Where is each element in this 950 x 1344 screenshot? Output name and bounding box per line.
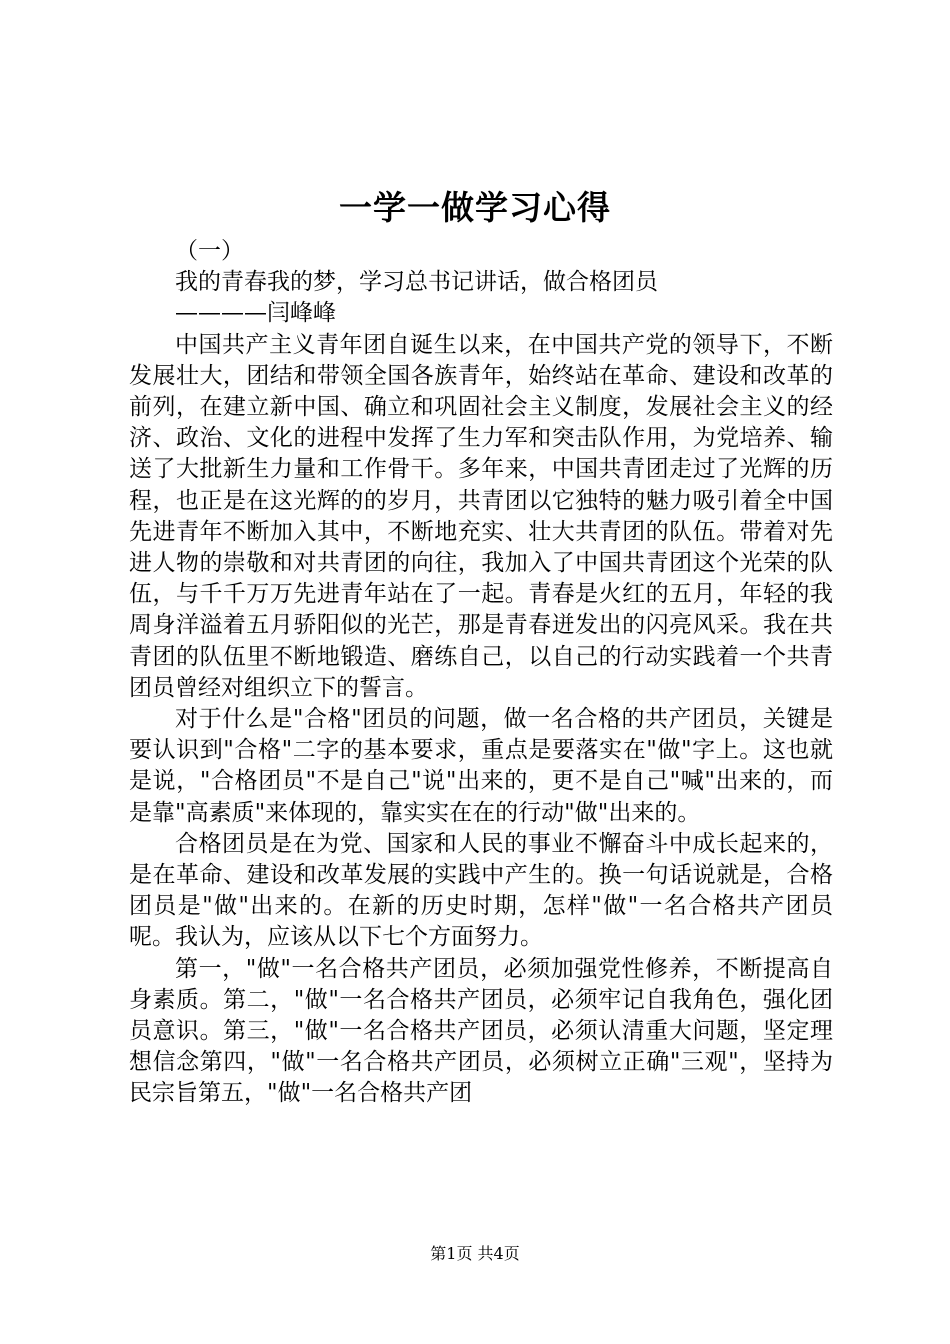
page-footer <box>0 1244 950 1264</box>
paragraph: 第一，"做"一名合格共产团员，必须加强党性修养，不断提高自身素质。第二，"做"一名合格共产团员，必须牢记自我角色，强化团员意识。第三，"做"一名合格共产团员，必须认清重大问题，坚定理想信念第四，"做"一名合格共产团员，必须树立正确"三观"，坚持为民宗旨第五，"做"一名合格共产团 <box>129 955 833 1107</box>
paragraph: 对于什么是"合格"团员的问题，做一名合格的共产团员，关键是要认识到"合格"二字的基本要求，重点是要落实在"做"字上。这也就是说，"合格团员"不是自己"说"出来的，更不是自己"喊"出来的，而是靠"高素质"来体现的，靠实实在在的行动"做"出来的。 <box>129 706 833 826</box>
subtitle: 我的青春我的梦，学习总书记讲话，做合格团员 <box>175 269 658 296</box>
document-title: 一学一做学习心得 <box>339 188 611 227</box>
author-line: ————闫峰峰 <box>175 300 336 327</box>
document-body <box>129 236 833 1110</box>
page-indicator: 第1页 共4页 <box>430 1244 520 1263</box>
paragraph: 合格团员是在为党、国家和人民的事业不懈奋斗中成长起来的，是在革命、建设和改革发展的实践中产生的。换一句话说就是，合格团员是"做"出来的。在新的历史时期，怎样"做"一名合格共产团员呢。我认为，应该从以下七个方面努力。 <box>129 830 833 951</box>
paragraph: 中国共产主义青年团自诞生以来，在中国共产党的领导下，不断发展壮大，团结和带领全国各族青年，始终站在革命、建设和改革的前列，在建立新中国、确立和巩固社会主义制度，发展社会主义的经济、政治、文化的进程中发挥了生力军和突击队作用，为党培养、输送了大批新生力量和工作骨干。多年来，中国共青团走过了光辉的历程，也正是在这光辉的的岁月，共青团以它独特的魅力吸引着全中国先进青年不断加入其中，不断地充实、壮大共青团的队伍。带着对先进人物的崇敬和对共青团的向往，我加入了中国共青团这个光荣的队伍，与千千万万先进青年站在了一起。青春是火红的五月，年轻的我周身洋溢着五月骄阳似的光芒，那是青春迸发出的闪亮风采。我在共青团的队伍里不断地锻造、磨练自己，以自己的行动实践着一个共青团员曾经对组织立下的誓言。 <box>129 331 833 701</box>
section-marker: （一） <box>175 238 244 264</box>
